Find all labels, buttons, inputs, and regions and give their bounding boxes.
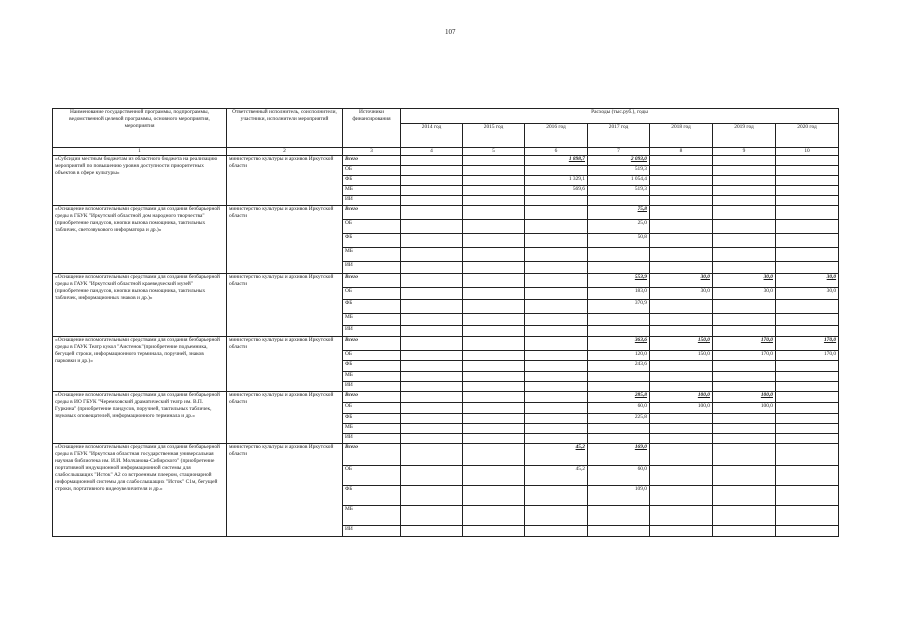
expense-value: 50,8 (588, 234, 650, 248)
funding-source: ФБ (343, 300, 401, 314)
expense-value (525, 220, 588, 234)
expense-value (588, 434, 650, 444)
expense-value (463, 361, 525, 372)
expense-value (525, 526, 588, 537)
expense-value (588, 196, 650, 206)
expense-value (463, 300, 525, 314)
expense-value (401, 176, 463, 186)
expense-value (776, 403, 839, 414)
header-year: 2020 год (776, 124, 839, 148)
expense-value (650, 414, 713, 424)
expense-value (463, 274, 525, 288)
expense-value (401, 382, 463, 392)
expense-value (401, 220, 463, 234)
expense-value: 243,6 (588, 361, 650, 372)
expense-value (650, 300, 713, 314)
expense-value: 519,3 (588, 186, 650, 196)
page-number: 107 (445, 28, 456, 36)
expense-value (525, 234, 588, 248)
expense-value (588, 248, 650, 262)
expense-value (525, 392, 588, 403)
funding-source: ИИ (343, 262, 401, 274)
funding-source: Всего (343, 206, 401, 220)
expense-value: 569,6 (525, 186, 588, 196)
expense-value (463, 372, 525, 382)
funding-source: ФБ (343, 176, 401, 186)
expense-value: 60,0 (588, 466, 650, 486)
expense-value: 1 329,1 (525, 176, 588, 186)
expense-value (776, 486, 839, 506)
expense-value: 170,0 (713, 351, 776, 361)
funding-source: ИИ (343, 382, 401, 392)
expense-value (525, 288, 588, 300)
column-number: 10 (776, 148, 839, 156)
expense-value (713, 326, 776, 337)
expense-value (713, 506, 776, 526)
expense-value (463, 156, 525, 166)
expense-value (525, 506, 588, 526)
funding-source: Всего (343, 156, 401, 166)
expense-value (588, 506, 650, 526)
expense-value (776, 526, 839, 537)
expense-value (713, 166, 776, 176)
funding-source: МБ (343, 372, 401, 382)
expense-value (588, 314, 650, 326)
funding-source: ФБ (343, 486, 401, 506)
funding-source: ИИ (343, 434, 401, 444)
column-number: 7 (588, 148, 650, 156)
table-row (53, 392, 839, 403)
expense-value (588, 424, 650, 434)
header-year: 2014 год (401, 124, 463, 148)
expense-value (401, 444, 463, 466)
expense-value (713, 486, 776, 506)
funding-source: ОБ (343, 403, 401, 414)
expense-value: 100,0 (650, 392, 713, 403)
expense-value: 120,0 (588, 351, 650, 361)
expense-value (776, 466, 839, 486)
expense-value (463, 206, 525, 220)
expense-value (776, 156, 839, 166)
expense-value: 30,0 (776, 288, 839, 300)
funding-source: ОБ (343, 466, 401, 486)
table-row (53, 156, 839, 166)
expense-value (588, 262, 650, 274)
expense-value (401, 506, 463, 526)
funding-source: МБ (343, 506, 401, 526)
expense-value (776, 414, 839, 424)
expense-value: 1 898,7 (525, 156, 588, 166)
measure-name: «Оснащение вспомогательными средствами для создания безбарьерной среды в ИО ГБУК "Черемховский драматический театр им. В.П. Гуркина" (приобретение пандусов, поручней, тактильных табличек, звуковых оповещателей, информационного терминала и др.» (53, 392, 227, 444)
expense-value (525, 361, 588, 372)
table-row (53, 206, 839, 220)
budget-table (52, 108, 839, 537)
expense-value (401, 196, 463, 206)
expense-value (525, 166, 588, 176)
executor: министерство культуры и архивов Иркутской области (227, 444, 343, 537)
expense-value (650, 466, 713, 486)
expense-value (463, 234, 525, 248)
expense-value (401, 526, 463, 537)
expense-value (588, 326, 650, 337)
expense-value: 60,0 (588, 403, 650, 414)
expense-value (525, 337, 588, 351)
expense-value (401, 392, 463, 403)
expense-value (776, 186, 839, 196)
expense-value (650, 166, 713, 176)
expense-value: 553,9 (588, 274, 650, 288)
expense-value: 25,0 (588, 220, 650, 234)
funding-source: ОБ (343, 351, 401, 361)
expense-value (776, 424, 839, 434)
expense-value (713, 466, 776, 486)
expense-value (650, 220, 713, 234)
measure-name: «Оснащение вспомогательными средствами для создания безбарьерной среды в ГАУК "Иркутский областной краеведческий музей" (приобретение пандусов, кнопки вызова помощника, тактильных табличек, информационных знаков и др.)» (53, 274, 227, 337)
expense-value (713, 444, 776, 466)
expense-value (525, 206, 588, 220)
table-row (53, 274, 839, 288)
expense-value (650, 486, 713, 506)
expense-value (713, 186, 776, 196)
expense-value: 150,0 (650, 337, 713, 351)
expense-value (525, 382, 588, 392)
expense-value (525, 372, 588, 382)
expense-value (713, 361, 776, 372)
expense-value (463, 196, 525, 206)
expense-value (401, 326, 463, 337)
expense-value (525, 300, 588, 314)
expense-value (776, 382, 839, 392)
header-executor: Ответственный исполнитель, соисполнители, участники, исполнители мероприятий (227, 109, 343, 148)
expense-value (401, 361, 463, 372)
table-row (53, 337, 839, 351)
funding-source: МБ (343, 186, 401, 196)
expense-value (776, 372, 839, 382)
expense-value (776, 506, 839, 526)
expense-value (463, 444, 525, 466)
expense-value: 45,2 (525, 444, 588, 466)
expense-value (650, 326, 713, 337)
expense-value (650, 382, 713, 392)
executor: министерство культуры и архивов Иркутской области (227, 274, 343, 337)
funding-source: ФБ (343, 234, 401, 248)
expense-value (776, 206, 839, 220)
expense-value (463, 414, 525, 424)
expense-value: 225,8 (588, 414, 650, 424)
expense-value: 1 054,4 (588, 176, 650, 186)
expense-value (525, 314, 588, 326)
expense-value (776, 392, 839, 403)
expense-value (525, 274, 588, 288)
expense-value (463, 434, 525, 444)
expense-value: 370,9 (588, 300, 650, 314)
expense-value: 30,0 (713, 288, 776, 300)
expense-value (401, 248, 463, 262)
expense-value (650, 262, 713, 274)
expense-value (776, 248, 839, 262)
expense-value (401, 486, 463, 506)
expense-value (463, 392, 525, 403)
expense-value (463, 288, 525, 300)
header-year: 2017 год (588, 124, 650, 148)
expense-value (463, 314, 525, 326)
expense-value (463, 326, 525, 337)
column-number: 6 (525, 148, 588, 156)
expense-value (776, 166, 839, 176)
expense-value (713, 434, 776, 444)
expense-value (401, 403, 463, 414)
expense-value (525, 248, 588, 262)
expense-value (525, 486, 588, 506)
expense-value (713, 220, 776, 234)
measure-name: «Оснащение вспомогательными средствами для создания безбарьерной среды в ГБУК "Иркутская областная государственная универсальная научная библиотека им. И.И. Молчанова-Сибирского" (приобретение портативной индукционной информационной системы для слабослышащих "Исток" А2 со встроенным плеером, стационарной информационной системы для слабослышащих "Исток" С1м, бегущей строки, портативного видеоувеличителя и др.» (53, 444, 227, 537)
expense-value (713, 176, 776, 186)
funding-source: Всего (343, 444, 401, 466)
expense-value (401, 166, 463, 176)
funding-source: ФБ (343, 414, 401, 424)
funding-source: МБ (343, 248, 401, 262)
expense-value: 30,0 (776, 274, 839, 288)
expense-value: 285,8 (588, 392, 650, 403)
expense-value (776, 434, 839, 444)
column-number: 3 (343, 148, 401, 156)
expense-value (713, 262, 776, 274)
column-number: 1 (53, 148, 227, 156)
expense-value (463, 186, 525, 196)
expense-value (525, 414, 588, 424)
expense-value (776, 361, 839, 372)
expense-value (776, 314, 839, 326)
funding-source: МБ (343, 314, 401, 326)
expense-value (588, 382, 650, 392)
expense-value (713, 196, 776, 206)
expense-value (463, 382, 525, 392)
executor: министерство культуры и архивов Иркутской области (227, 392, 343, 444)
expense-value (713, 300, 776, 314)
expense-value (713, 314, 776, 326)
expense-value (525, 424, 588, 434)
expense-value (525, 196, 588, 206)
funding-source: ОБ (343, 288, 401, 300)
header-year: 2019 год (713, 124, 776, 148)
expense-value (401, 466, 463, 486)
expense-value (713, 414, 776, 424)
expense-value (650, 444, 713, 466)
expense-value (650, 434, 713, 444)
expense-value (401, 351, 463, 361)
expense-value (463, 248, 525, 262)
expense-value (463, 220, 525, 234)
expense-value: 30,0 (650, 274, 713, 288)
funding-source: ФБ (343, 361, 401, 372)
header-name: Наименование государственной программы, подпрограммы, ведомственной целевой программы, основного мероприятия, мероприятия (53, 109, 227, 148)
expense-value (713, 206, 776, 220)
expense-value (525, 403, 588, 414)
funding-source: ИИ (343, 326, 401, 337)
column-number: 5 (463, 148, 525, 156)
expense-value (463, 486, 525, 506)
expense-value (776, 444, 839, 466)
expense-value (650, 506, 713, 526)
executor: министерство культуры и архивов Иркутской области (227, 156, 343, 206)
funding-source: Всего (343, 392, 401, 403)
expense-value (776, 234, 839, 248)
expense-value (401, 234, 463, 248)
expense-value (463, 424, 525, 434)
expense-value: 100,0 (650, 403, 713, 414)
expense-value (401, 434, 463, 444)
expense-value (650, 186, 713, 196)
expense-value: 170,0 (776, 351, 839, 361)
expense-value (463, 337, 525, 351)
table-row (53, 444, 839, 466)
expense-value (463, 166, 525, 176)
expense-value: 30,0 (650, 288, 713, 300)
expense-value (401, 288, 463, 300)
column-number: 8 (650, 148, 713, 156)
expense-value (776, 176, 839, 186)
expense-value (776, 300, 839, 314)
expense-value: 170,0 (713, 337, 776, 351)
expense-value (401, 274, 463, 288)
expense-value (463, 262, 525, 274)
expense-value (401, 314, 463, 326)
expense-value (463, 351, 525, 361)
expense-value: 75,8 (588, 206, 650, 220)
column-number: 9 (713, 148, 776, 156)
expense-value (713, 372, 776, 382)
expense-value: 109,0 (588, 486, 650, 506)
expense-value (525, 434, 588, 444)
expense-value (401, 414, 463, 424)
expense-value (650, 156, 713, 166)
executor: министерство культуры и архивов Иркутской области (227, 337, 343, 392)
expense-value: 45,2 (525, 466, 588, 486)
header-year: 2016 год (525, 124, 588, 148)
expense-value (525, 326, 588, 337)
expense-value: 100,0 (713, 403, 776, 414)
expense-value (401, 186, 463, 196)
measure-name: «Оснащение вспомогательными средствами для создания безбарьерной среды в ГАУК Театр кукол "Аистенок"(приобретение подъемника, бегущей строки, информационного терминала, поручней, знаков парковки и др.)» (53, 337, 227, 392)
funding-source: МБ (343, 424, 401, 434)
expense-value (650, 248, 713, 262)
expense-value: 183,0 (588, 288, 650, 300)
funding-source: Всего (343, 274, 401, 288)
expense-value: 2 093,0 (588, 156, 650, 166)
expense-value (650, 206, 713, 220)
expense-value (463, 526, 525, 537)
expense-value (650, 372, 713, 382)
expense-value (713, 424, 776, 434)
expense-value (401, 262, 463, 274)
expense-value (401, 156, 463, 166)
funding-source: ИИ (343, 526, 401, 537)
expense-value (650, 526, 713, 537)
expense-value (650, 314, 713, 326)
expense-value (713, 248, 776, 262)
expense-value (463, 403, 525, 414)
executor: министерство культуры и архивов Иркутской области (227, 206, 343, 274)
expense-value (401, 337, 463, 351)
funding-source: Всего (343, 337, 401, 351)
expense-value (525, 351, 588, 361)
expense-value (776, 220, 839, 234)
expense-value: 30,0 (713, 274, 776, 288)
expense-value (588, 372, 650, 382)
header-expenses: Расходы (тыс.руб.), годы (401, 109, 839, 124)
expense-value (650, 361, 713, 372)
expense-value (713, 526, 776, 537)
header-source: Источники финансирования (343, 109, 401, 148)
expense-value (588, 526, 650, 537)
expense-value (713, 382, 776, 392)
expense-value: 363,6 (588, 337, 650, 351)
expense-value (525, 262, 588, 274)
expense-value (776, 262, 839, 274)
expense-value (650, 176, 713, 186)
expense-value (650, 196, 713, 206)
expense-value: 170,0 (776, 337, 839, 351)
header-year: 2018 год (650, 124, 713, 148)
expense-value (463, 176, 525, 186)
measure-name: «Оснащение вспомогательными средствами для создания безбарьерной среды в ГБУК "Иркутский областной дом народного творчества" (приобретение пандусов, кнопки вызова помощника, тактильных табличек, светозвукового информатора и др.)» (53, 206, 227, 274)
expense-value (401, 300, 463, 314)
expense-value (776, 196, 839, 206)
header-year: 2015 год (463, 124, 525, 148)
expense-value (401, 206, 463, 220)
expense-value (713, 156, 776, 166)
expense-value: 150,0 (650, 351, 713, 361)
column-number: 4 (401, 148, 463, 156)
expense-value (463, 506, 525, 526)
measure-name: «Субсидии местным бюджетам из областного бюджета на реализацию мероприятий по повышению уровня доступности приоритетных объектов в сфере культуры» (53, 156, 227, 206)
expense-value: 169,0 (588, 444, 650, 466)
expense-value (650, 234, 713, 248)
funding-source: ОБ (343, 220, 401, 234)
column-number: 2 (227, 148, 343, 156)
expense-value (776, 326, 839, 337)
expense-value: 519,3 (588, 166, 650, 176)
expense-value (713, 234, 776, 248)
funding-source: ОБ (343, 166, 401, 176)
expense-value (401, 424, 463, 434)
expense-value (463, 466, 525, 486)
funding-source: ИИ (343, 196, 401, 206)
expense-value (650, 424, 713, 434)
expense-value (401, 372, 463, 382)
expense-value: 100,0 (713, 392, 776, 403)
